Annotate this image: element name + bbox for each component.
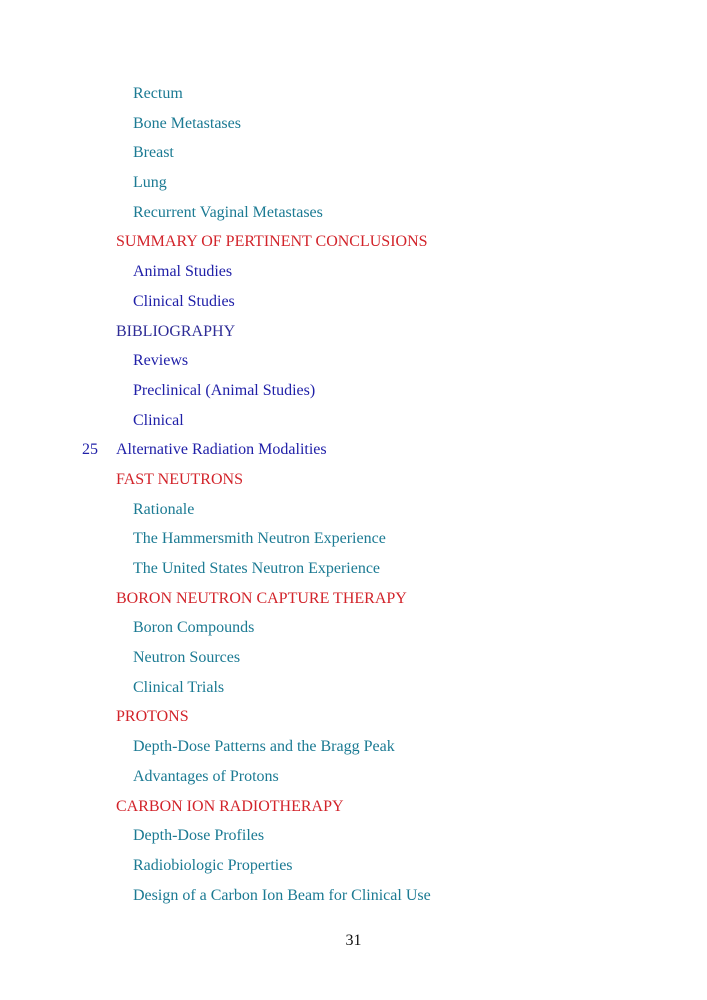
toc-entry-label: Advantages of Protons [133,767,279,785]
toc-subsection-entry[interactable] [0,764,707,794]
toc-entry-label: FAST NEUTRONS [116,470,243,488]
toc-section-entry[interactable] [0,229,707,259]
toc-subsection-entry[interactable] [0,348,707,378]
toc-entry-label: Clinical [133,411,184,429]
toc-entry-label: BIBLIOGRAPHY [116,322,236,340]
toc-entry-label: Preclinical (Animal Studies) [133,381,316,399]
toc-subsection-entry[interactable] [0,645,707,675]
toc-section-entry[interactable] [0,437,707,467]
toc-section-entry[interactable] [0,704,707,734]
toc-entry-label: SUMMARY OF PERTINENT CONCLUSIONS [116,233,428,251]
toc-subsection-entry[interactable] [0,170,707,200]
toc-entry-label: CARBON ION RADIOTHERAPY [116,797,344,815]
toc-section-entry[interactable] [0,467,707,497]
toc-subsection-entry[interactable] [0,615,707,645]
toc-entry-label: Neutron Sources [133,649,241,667]
toc-entry-label: PROTONS [116,708,189,726]
toc-entry-label: The Hammersmith Neutron Experience [133,530,386,548]
table-of-contents [0,81,707,912]
toc-entry-label: Depth-Dose Patterns and the Bragg Peak [133,738,395,756]
toc-section-entry[interactable] [0,794,707,824]
toc-subsection-entry[interactable] [0,289,707,319]
toc-entry-label: Lung [133,174,167,192]
toc-entry-label: Rectum [133,85,183,102]
toc-section-entry[interactable] [0,319,707,349]
toc-subsection-entry[interactable] [0,823,707,853]
toc-entry-label: Radiobiologic Properties [133,856,293,874]
toc-subsection-entry[interactable] [0,883,707,913]
toc-entry-label: Depth-Dose Profiles [133,827,265,845]
toc-subsection-entry[interactable] [0,259,707,289]
toc-entry-label: BORON NEUTRON CAPTURE THERAPY [116,589,407,607]
toc-subsection-entry[interactable] [0,111,707,141]
toc-subsection-entry[interactable] [0,408,707,438]
toc-entry-label: The United States Neutron Experience [133,560,381,577]
chapter-number: 25 [82,441,98,459]
toc-entry-label: Breast [133,144,174,162]
toc-subsection-entry[interactable] [0,81,707,111]
toc-entry-label: Clinical Studies [133,292,235,310]
toc-section-entry[interactable] [0,586,707,616]
toc-subsection-entry[interactable] [0,853,707,883]
toc-subsection-entry[interactable] [0,378,707,408]
toc-subsection-entry[interactable] [0,140,707,170]
toc-entry-label: Rationale [133,500,195,518]
toc-subsection-entry[interactable] [0,526,707,556]
toc-entry-label: Alternative Radiation Modalities [116,441,327,459]
toc-entry-label: Reviews [133,352,189,370]
toc-entry-label: Design of a Carbon Ion Beam for Clinical Use [133,886,431,904]
toc-subsection-entry[interactable] [0,675,707,705]
toc-subsection-entry[interactable] [0,556,707,586]
toc-subsection-entry[interactable] [0,200,707,230]
toc-subsection-entry[interactable] [0,734,707,764]
toc-entry-label: Animal Studies [133,263,233,281]
toc-entry-label: Bone Metastases [133,114,241,132]
toc-entry-label: Clinical Trials [133,678,225,696]
page-number: 31 [345,932,362,949]
toc-entry-label: Boron Compounds [133,619,255,637]
toc-entry-label: Recurrent Vaginal Metastases [133,203,323,221]
toc-subsection-entry[interactable] [0,497,707,527]
